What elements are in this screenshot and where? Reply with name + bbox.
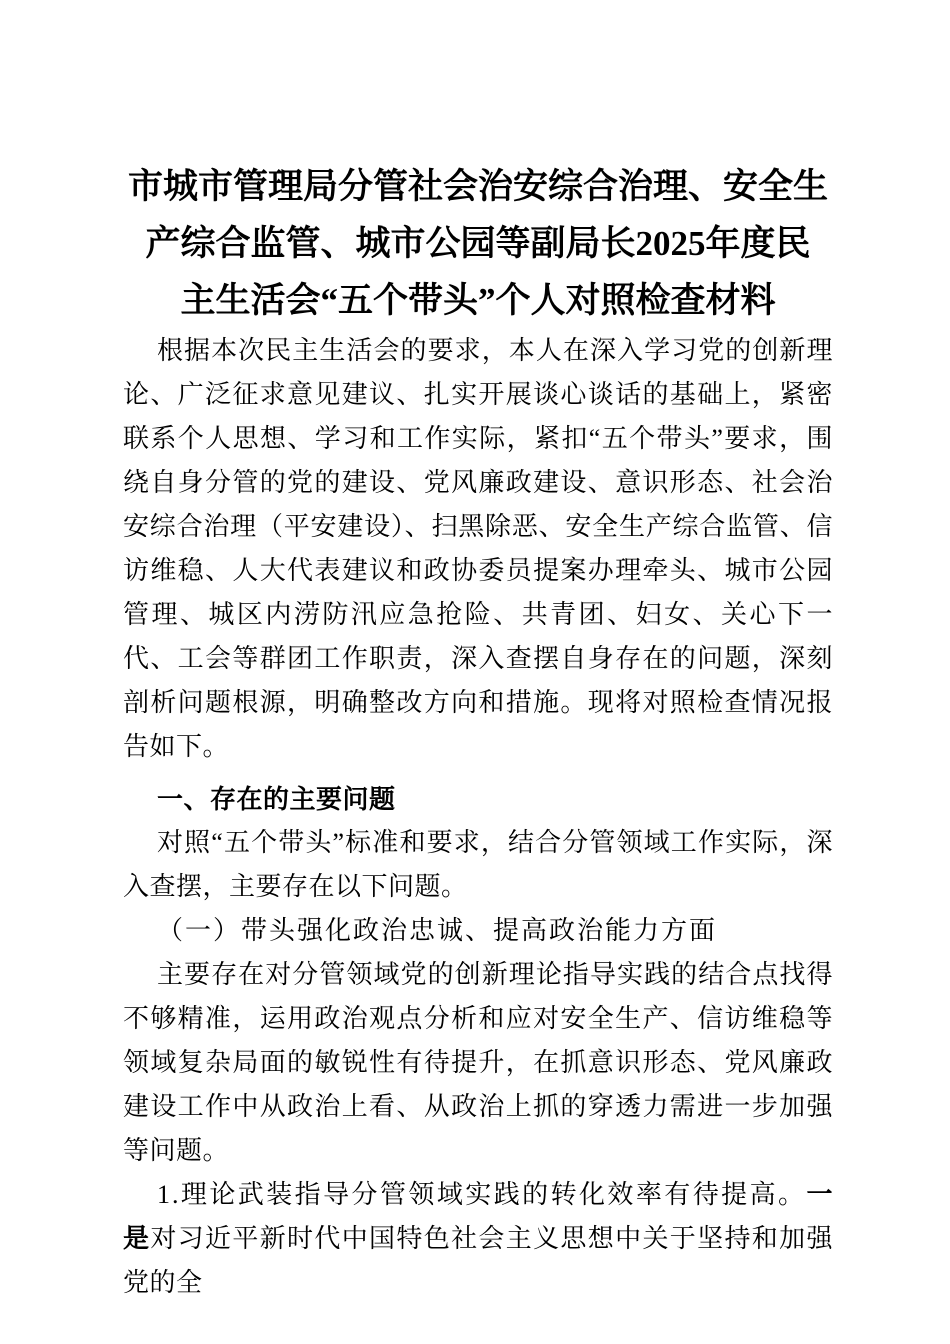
title-line-3: 主生活会“五个带头”个人对照检查材料 — [180, 281, 776, 320]
subsection-1-body-paragraph: 主要存在对分管领域党的创新理论指导实践的结合点找得不够精准，运用政治观点分析和应对安全生产、信访维稳等领域复杂局面的敏锐性有待提升，在抓意识形态、党风廉政建设工作中从政治上看、从政治上抓的穿透力需进一步加强等问题。 — [123, 960, 833, 1165]
title-line-1: 市城市管理局分管社会治安综合治理、安全生 — [127, 167, 828, 206]
point-1-text: 对习近平新时代中国特色社会主义思想中关于坚持和加强党的全 — [123, 1224, 833, 1297]
point-1-paragraph — [123, 1173, 833, 1305]
subsection-1-heading: （一）带头强化政治忠诚、提高政治能力方面 — [157, 916, 718, 945]
section-1-heading: 一、存在的主要问题 — [157, 784, 396, 814]
intro-paragraph: 根据本次民主生活会的要求，本人在深入学习党的创新理论、广泛征求意见建议、扎实开展谈心谈话的基础上，紧密联系个人思想、学习和工作实际，紧扣“五个带头”要求，围绕自身分管的党的建设、党风廉政建设、意识形态、社会治安综合治理（平安建设）、扫黑除恶、安全生产综合监管、信访维稳、人大代表建议和政协委员提案办理牵头、城市公园管理、城区内涝防汛应急抢险、共青团、妇女、关心下一代、工会等群团工作职责，深入查摆自身存在的问题，深刻剖析问题根源，明确整改方向和措施。现将对照检查情况报告如下。 — [123, 336, 833, 761]
document-title — [123, 158, 833, 329]
section-1-lead-paragraph: 对照“五个带头”标准和要求，结合分管领域工作实际，深入查摆，主要存在以下问题。 — [123, 828, 833, 901]
point-1-heading: 1.理论武装指导分管领域实践的转化效率有待提高。 — [157, 1180, 807, 1209]
title-line-2: 产综合监管、城市公园等副局长2025年度民 — [145, 224, 811, 263]
point-1-emphasis: 一是 — [123, 1180, 833, 1253]
